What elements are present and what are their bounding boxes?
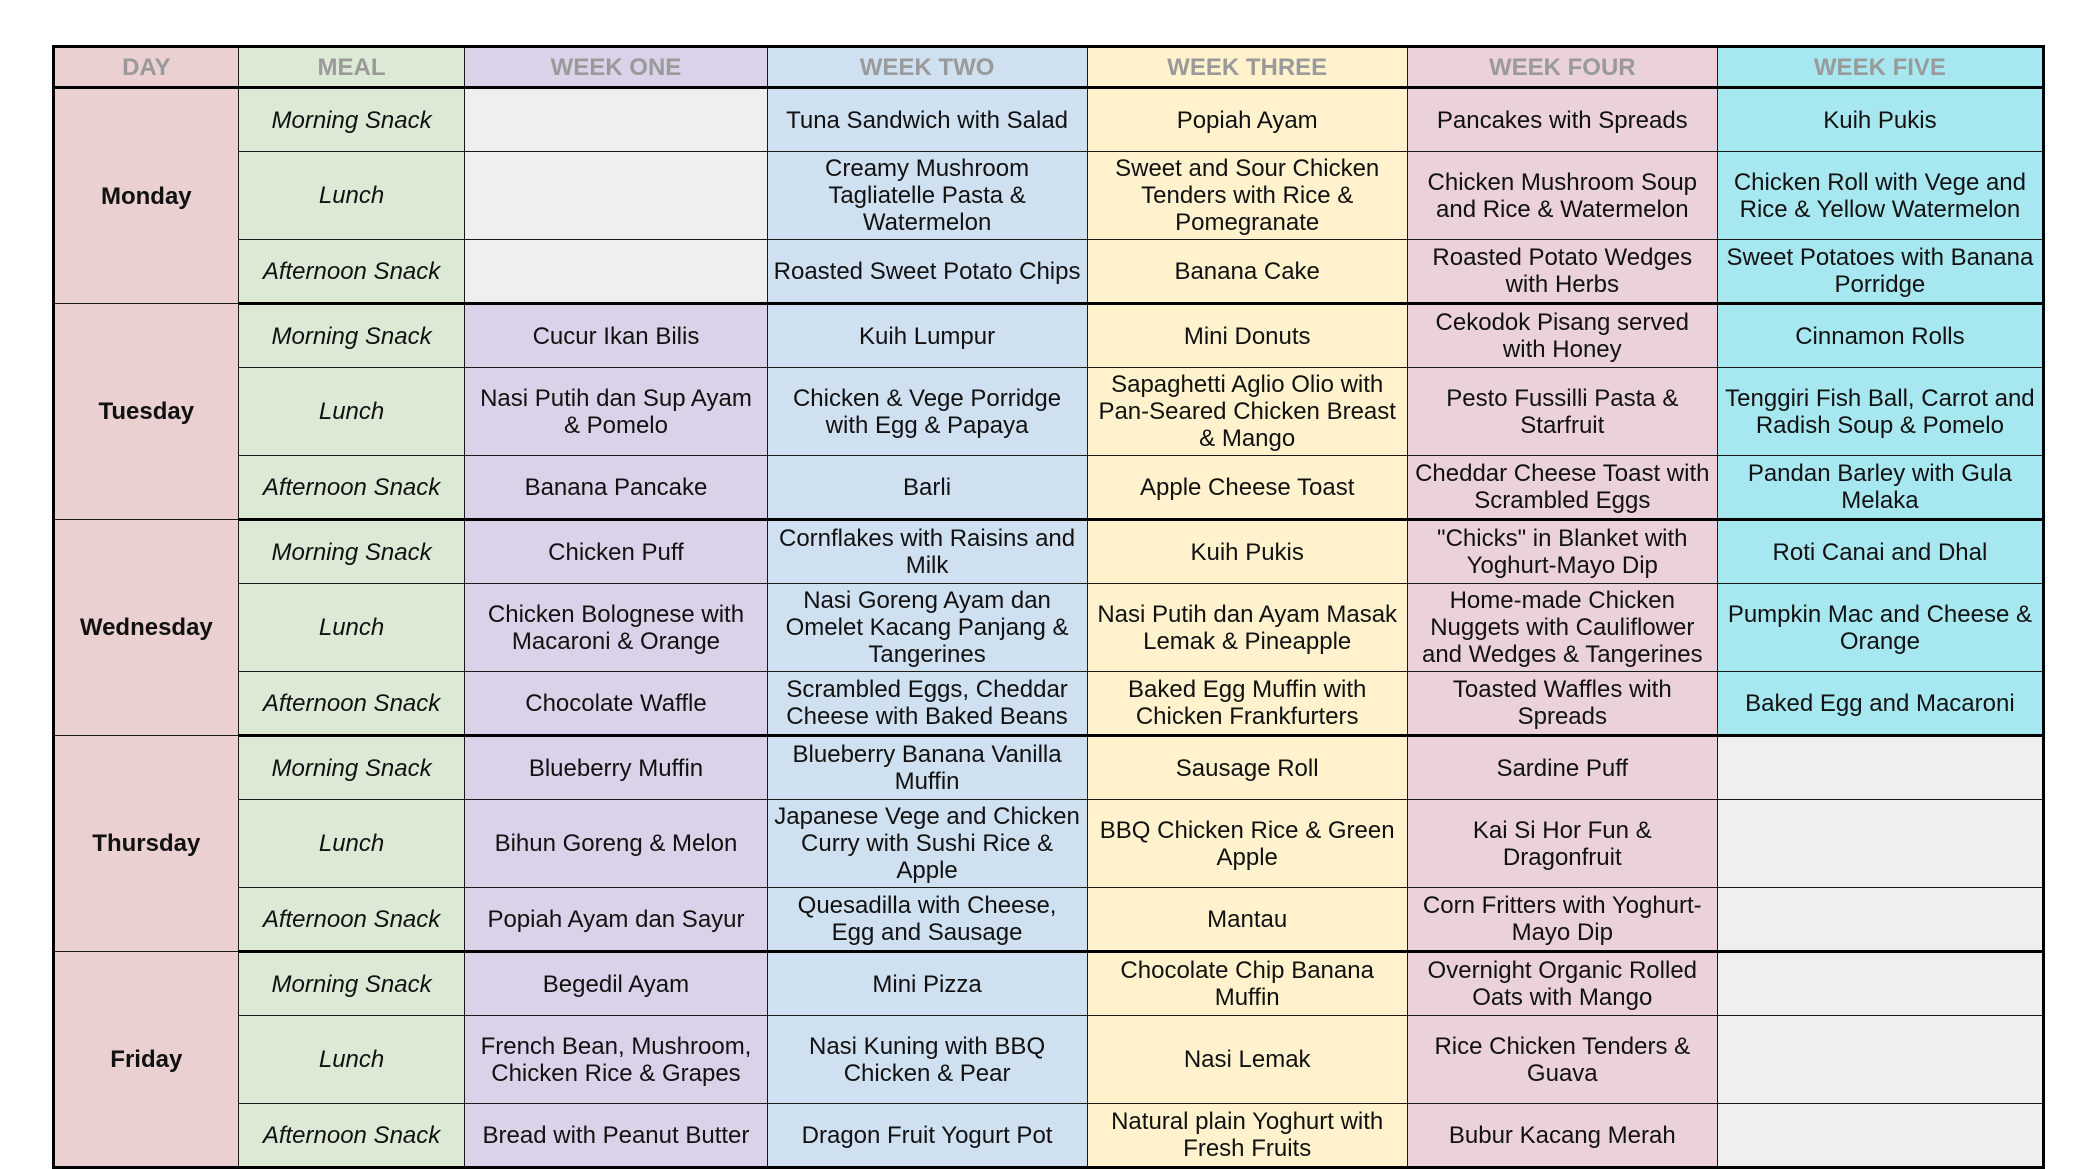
- table-row: [54, 800, 2044, 888]
- meal-cell: BBQ Chicken Rice & Green Apple: [1087, 800, 1407, 888]
- meal-cell: Roasted Potato Wedges with Herbs: [1407, 240, 1717, 304]
- meal-cell: Scrambled Eggs, Cheddar Cheese with Baked Beans: [767, 672, 1087, 736]
- meal-type-label: Lunch: [238, 800, 465, 888]
- meal-cell: Cucur Ikan Bilis: [465, 304, 767, 368]
- meal-cell: Popiah Ayam dan Sayur: [465, 888, 767, 952]
- meal-cell: Chicken Mushroom Soup and Rice & Watermelon: [1407, 152, 1717, 240]
- meal-cell: Chicken Bolognese with Macaroni & Orange: [465, 584, 767, 672]
- table-row: [54, 1016, 2044, 1104]
- meal-cell: Sausage Roll: [1087, 736, 1407, 800]
- meal-type-label: Morning Snack: [238, 520, 465, 584]
- meal-cell: Quesadilla with Cheese, Egg and Sausage: [767, 888, 1087, 952]
- meal-type-label: Afternoon Snack: [238, 672, 465, 736]
- meal-cell: Bubur Kacang Merah: [1407, 1104, 1717, 1168]
- meal-cell: Overnight Organic Rolled Oats with Mango: [1407, 952, 1717, 1016]
- meal-cell: Nasi Lemak: [1087, 1016, 1407, 1104]
- meal-cell: [465, 240, 767, 304]
- meal-cell: Baked Egg Muffin with Chicken Frankfurters: [1087, 672, 1407, 736]
- meal-cell: Sweet and Sour Chicken Tenders with Rice & Pomegranate: [1087, 152, 1407, 240]
- meal-cell: Nasi Putih dan Ayam Masak Lemak & Pineapple: [1087, 584, 1407, 672]
- meal-cell: [1717, 1104, 2043, 1168]
- meal-cell: Mini Donuts: [1087, 304, 1407, 368]
- meal-cell: [1717, 888, 2043, 952]
- meal-cell: Corn Fritters with Yoghurt-Mayo Dip: [1407, 888, 1717, 952]
- meal-cell: Dragon Fruit Yogurt Pot: [767, 1104, 1087, 1168]
- day-label: Monday: [54, 88, 239, 304]
- table-row: [54, 88, 2044, 152]
- meal-cell: Chocolate Chip Banana Muffin: [1087, 952, 1407, 1016]
- meal-cell: [1717, 736, 2043, 800]
- meal-cell: Sweet Potatoes with Banana Porridge: [1717, 240, 2043, 304]
- meal-cell: Chicken Puff: [465, 520, 767, 584]
- meal-cell: Toasted Waffles with Spreads: [1407, 672, 1717, 736]
- table-row: [54, 520, 2044, 584]
- meal-type-label: Lunch: [238, 1016, 465, 1104]
- table-row: [54, 368, 2044, 456]
- meal-cell: Popiah Ayam: [1087, 88, 1407, 152]
- meal-cell: Kai Si Hor Fun & Dragonfruit: [1407, 800, 1717, 888]
- table-row: [54, 152, 2044, 240]
- meal-cell: Sardine Puff: [1407, 736, 1717, 800]
- meal-cell: Pandan Barley with Gula Melaka: [1717, 456, 2043, 520]
- meal-cell: Creamy Mushroom Tagliatelle Pasta & Watermelon: [767, 152, 1087, 240]
- table-row: [54, 888, 2044, 952]
- meal-cell: French Bean, Mushroom, Chicken Rice & Grapes: [465, 1016, 767, 1104]
- header-week-three: WEEK THREE: [1087, 47, 1407, 88]
- meal-cell: Roasted Sweet Potato Chips: [767, 240, 1087, 304]
- meal-cell: Tuna Sandwich with Salad: [767, 88, 1087, 152]
- meal-cell: Home-made Chicken Nuggets with Cauliflower and Wedges & Tangerines: [1407, 584, 1717, 672]
- meal-cell: Natural plain Yoghurt with Fresh Fruits: [1087, 1104, 1407, 1168]
- day-label: Wednesday: [54, 520, 239, 736]
- meal-cell: Nasi Putih dan Sup Ayam & Pomelo: [465, 368, 767, 456]
- meal-cell: Chocolate Waffle: [465, 672, 767, 736]
- meal-type-label: Lunch: [238, 584, 465, 672]
- day-label: Thursday: [54, 736, 239, 952]
- meal-cell: Tenggiri Fish Ball, Carrot and Radish Soup & Pomelo: [1717, 368, 2043, 456]
- meal-cell: Nasi Goreng Ayam dan Omelet Kacang Panjang & Tangerines: [767, 584, 1087, 672]
- meal-cell: Blueberry Banana Vanilla Muffin: [767, 736, 1087, 800]
- meal-cell: Cheddar Cheese Toast with Scrambled Eggs: [1407, 456, 1717, 520]
- meal-cell: Banana Pancake: [465, 456, 767, 520]
- meal-type-label: Afternoon Snack: [238, 888, 465, 952]
- day-label: Tuesday: [54, 304, 239, 520]
- meal-cell: Pesto Fussilli Pasta & Starfruit: [1407, 368, 1717, 456]
- header-meal: MEAL: [238, 47, 465, 88]
- meal-cell: "Chicks" in Blanket with Yoghurt-Mayo Dip: [1407, 520, 1717, 584]
- meal-cell: Cornflakes with Raisins and Milk: [767, 520, 1087, 584]
- meal-cell: Pancakes with Spreads: [1407, 88, 1717, 152]
- day-label: Friday: [54, 952, 239, 1168]
- meal-cell: Pumpkin Mac and Cheese & Orange: [1717, 584, 2043, 672]
- meal-type-label: Afternoon Snack: [238, 240, 465, 304]
- meal-cell: Nasi Kuning with BBQ Chicken & Pear: [767, 1016, 1087, 1104]
- meal-type-label: Lunch: [238, 152, 465, 240]
- header-day: DAY: [54, 47, 239, 88]
- meal-cell: Barli: [767, 456, 1087, 520]
- meal-cell: [1717, 952, 2043, 1016]
- meal-cell: [465, 88, 767, 152]
- meal-cell: Sapaghetti Aglio Olio with Pan-Seared Chicken Breast & Mango: [1087, 368, 1407, 456]
- meal-type-label: Morning Snack: [238, 736, 465, 800]
- meal-cell: Apple Cheese Toast: [1087, 456, 1407, 520]
- meal-cell: Banana Cake: [1087, 240, 1407, 304]
- table-row: [54, 304, 2044, 368]
- table-row: [54, 1104, 2044, 1168]
- meal-type-label: Morning Snack: [238, 88, 465, 152]
- header-week-two: WEEK TWO: [767, 47, 1087, 88]
- header-week-four: WEEK FOUR: [1407, 47, 1717, 88]
- meal-plan-body: [54, 88, 2044, 1168]
- meal-cell: Blueberry Muffin: [465, 736, 767, 800]
- meal-cell: Chicken Roll with Vege and Rice & Yellow Watermelon: [1717, 152, 2043, 240]
- meal-type-label: Morning Snack: [238, 304, 465, 368]
- meal-plan-table: [52, 45, 2045, 1169]
- meal-type-label: Lunch: [238, 368, 465, 456]
- meal-cell: Rice Chicken Tenders & Guava: [1407, 1016, 1717, 1104]
- meal-cell: Bihun Goreng & Melon: [465, 800, 767, 888]
- table-row: [54, 952, 2044, 1016]
- meal-cell: Chicken & Vege Porridge with Egg & Papaya: [767, 368, 1087, 456]
- meal-cell: Cekodok Pisang served with Honey: [1407, 304, 1717, 368]
- table-row: [54, 240, 2044, 304]
- meal-type-label: Afternoon Snack: [238, 456, 465, 520]
- meal-cell: Kuih Pukis: [1087, 520, 1407, 584]
- table-row: [54, 672, 2044, 736]
- meal-cell: Roti Canai and Dhal: [1717, 520, 2043, 584]
- meal-cell: Bread with Peanut Butter: [465, 1104, 767, 1168]
- meal-cell: Baked Egg and Macaroni: [1717, 672, 2043, 736]
- meal-type-label: Afternoon Snack: [238, 1104, 465, 1168]
- meal-cell: Kuih Lumpur: [767, 304, 1087, 368]
- table-row: [54, 736, 2044, 800]
- meal-cell: Cinnamon Rolls: [1717, 304, 2043, 368]
- meal-cell: Kuih Pukis: [1717, 88, 2043, 152]
- meal-cell: [465, 152, 767, 240]
- header-row: [54, 47, 2044, 88]
- meal-type-label: Morning Snack: [238, 952, 465, 1016]
- table-row: [54, 456, 2044, 520]
- meal-cell: Begedil Ayam: [465, 952, 767, 1016]
- meal-cell: Mini Pizza: [767, 952, 1087, 1016]
- meal-cell: Mantau: [1087, 888, 1407, 952]
- meal-cell: [1717, 1016, 2043, 1104]
- meal-cell: [1717, 800, 2043, 888]
- meal-cell: Japanese Vege and Chicken Curry with Sushi Rice & Apple: [767, 800, 1087, 888]
- header-week-five: WEEK FIVE: [1717, 47, 2043, 88]
- table-row: [54, 584, 2044, 672]
- header-week-one: WEEK ONE: [465, 47, 767, 88]
